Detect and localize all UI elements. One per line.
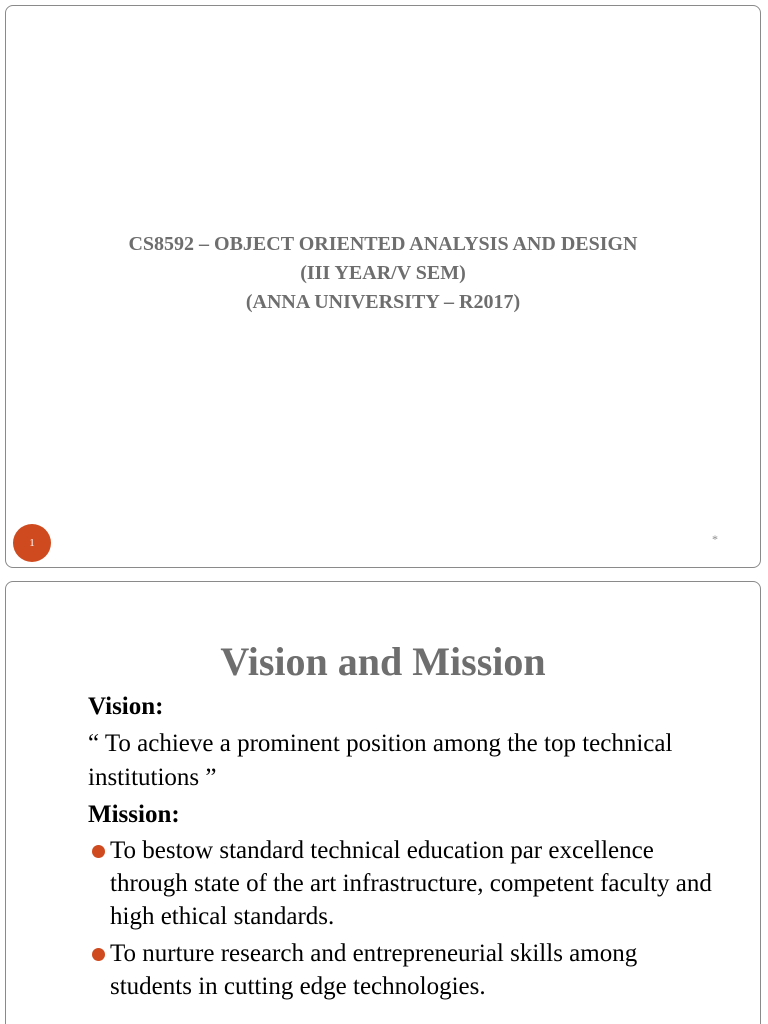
page-number-badge [13,524,51,562]
bullet-dot-icon [92,845,105,858]
mission-label: Mission: [88,801,180,828]
vision-label: Vision: [88,693,164,720]
mission-item [88,834,720,933]
course-title-line-2: (III YEAR/V SEM) [300,262,466,284]
slide-vision-mission [5,581,761,1024]
course-title-line-3: (ANNA UNIVERSITY – R2017) [245,291,521,313]
vision-quote: “ To achieve a prominent position among the top technical [88,730,673,757]
vision-quote-tail: institutions ” [88,764,217,791]
course-title-line-1: CS8592 – OBJECT ORIENTED ANALYSIS AND DESIGN [128,233,638,255]
mission-item [88,937,720,1003]
mission-item-text: To nurture research and entrepreneurial skills among students in cutting edge technologies. [110,940,638,1000]
footer-mark: * [712,532,718,546]
slide-body [88,690,720,1007]
mission-item-text: To bestow standard technical education par excellence through state of the art infrastructure, competent faculty and high ethical standards. [110,837,712,930]
course-title [6,230,760,317]
mission-list [88,834,720,1003]
slide-heading: Vision and Mission [220,639,546,684]
bullet-dot-icon [92,948,105,961]
slide-title [5,5,761,568]
page-number: 1 [29,537,35,549]
